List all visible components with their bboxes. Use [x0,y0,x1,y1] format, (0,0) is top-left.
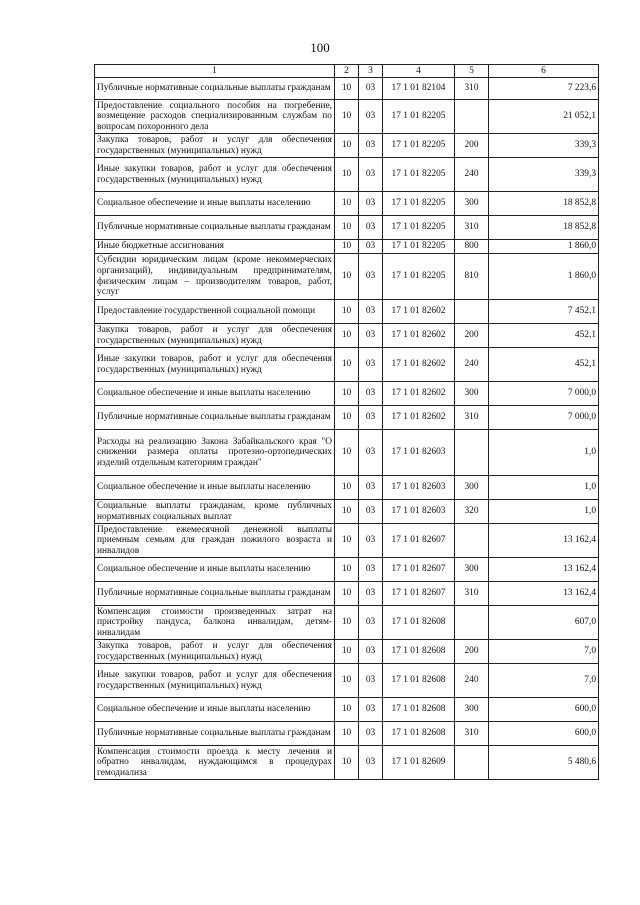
row-target-article-cell: 17 1 01 82205 [383,216,455,240]
row-expense-type-cell: 310 [455,78,489,100]
row-section-cell: 10 [335,78,359,100]
row-name-cell: Закупка товаров, работ и услуг для обеспечения государственных (муниципальных) нужд [95,640,335,664]
row-amount-cell: 7 223,6 [489,78,599,100]
table-row [95,476,599,500]
row-expense-type-cell [455,430,489,476]
row-subsection-cell: 03 [359,192,383,216]
row-name-cell: Социальное обеспечение и иные выплаты населению [95,558,335,582]
row-name-cell: Предоставление государственной социальной помощи [95,300,335,324]
row-target-article-cell: 17 1 01 82607 [383,582,455,606]
row-target-article-cell: 17 1 01 82608 [383,664,455,698]
table-row [95,640,599,664]
table-row [95,324,599,348]
row-section-cell: 10 [335,640,359,664]
row-subsection-cell: 03 [359,382,383,406]
table-row [95,240,599,254]
row-subsection-cell: 03 [359,640,383,664]
row-subsection-cell: 03 [359,558,383,582]
row-name-cell: Социальное обеспечение и иные выплаты населению [95,382,335,406]
row-section-cell: 10 [335,100,359,134]
row-section-cell: 10 [335,606,359,640]
table-row [95,192,599,216]
row-target-article-cell: 17 1 01 82602 [383,300,455,324]
row-amount-cell: 21 052,1 [489,100,599,134]
row-target-article-cell: 17 1 01 82603 [383,476,455,500]
row-subsection-cell: 03 [359,240,383,254]
row-section-cell: 10 [335,558,359,582]
table-row [95,382,599,406]
row-target-article-cell: 17 1 01 82603 [383,500,455,524]
row-expense-type-cell: 800 [455,240,489,254]
row-subsection-cell: 03 [359,78,383,100]
table-row [95,664,599,698]
row-target-article-cell: 17 1 01 82602 [383,348,455,382]
row-subsection-cell: 03 [359,348,383,382]
row-name-cell: Публичные нормативные социальные выплаты гражданам [95,216,335,240]
row-name-cell: Социальное обеспечение и иные выплаты населению [95,476,335,500]
table-row [95,606,599,640]
row-name-cell: Субсидии юридическим лицам (кроме некоммерческих организаций), индивидуальным предпринимателям, физическим лицам – производителям товаров, работ, услуг [95,254,335,300]
table-row [95,348,599,382]
row-subsection-cell: 03 [359,698,383,722]
row-subsection-cell: 03 [359,158,383,192]
row-subsection-cell: 03 [359,582,383,606]
row-target-article-cell: 17 1 01 82205 [383,100,455,134]
row-subsection-cell: 03 [359,300,383,324]
row-subsection-cell: 03 [359,500,383,524]
row-amount-cell: 1 860,0 [489,254,599,300]
row-target-article-cell: 17 1 01 82608 [383,698,455,722]
row-amount-cell: 13 162,4 [489,524,599,558]
row-section-cell: 10 [335,216,359,240]
row-expense-type-cell: 240 [455,158,489,192]
row-amount-cell: 7,0 [489,664,599,698]
row-expense-type-cell: 200 [455,640,489,664]
row-subsection-cell: 03 [359,664,383,698]
table-row [95,698,599,722]
budget-table [94,64,599,780]
row-amount-cell: 600,0 [489,722,599,746]
row-expense-type-cell: 200 [455,134,489,158]
row-name-cell: Публичные нормативные социальные выплаты гражданам [95,582,335,606]
row-subsection-cell: 03 [359,606,383,640]
row-name-cell: Публичные нормативные социальные выплаты гражданам [95,722,335,746]
row-amount-cell: 7 000,0 [489,406,599,430]
row-amount-cell: 339,3 [489,134,599,158]
table-body [95,65,599,780]
row-target-article-cell: 17 1 01 82205 [383,134,455,158]
row-target-article-cell: 17 1 01 82607 [383,524,455,558]
page-number: 100 [310,40,330,55]
row-name-cell: Компенсация стоимости произведенных затрат на пристройку пандуса, балкона инвалидам, детям-инвалидам [95,606,335,640]
row-expense-type-cell [455,606,489,640]
row-expense-type-cell: 320 [455,500,489,524]
row-section-cell: 10 [335,664,359,698]
row-subsection-cell: 03 [359,476,383,500]
table-row [95,406,599,430]
row-amount-cell: 7 452,1 [489,300,599,324]
row-name-cell: Закупка товаров, работ и услуг для обеспечения государственных (муниципальных) нужд [95,324,335,348]
row-subsection-cell: 03 [359,746,383,780]
row-expense-type-cell: 240 [455,664,489,698]
row-subsection-cell: 03 [359,324,383,348]
row-target-article-cell: 17 1 01 82602 [383,406,455,430]
row-section-cell: 10 [335,324,359,348]
row-name-cell: Предоставление ежемесячной денежной выплаты приемным семьям для граждан пожилого возраста и инвалидов [95,524,335,558]
row-expense-type-cell: 300 [455,192,489,216]
row-amount-cell: 5 480,6 [489,746,599,780]
row-name-cell: Социальные выплаты гражданам, кроме публичных нормативных социальных выплат [95,500,335,524]
row-subsection-cell: 03 [359,254,383,300]
row-subsection-cell: 03 [359,722,383,746]
row-target-article-cell: 17 1 01 82609 [383,746,455,780]
row-amount-cell: 339,3 [489,158,599,192]
row-section-cell: 10 [335,134,359,158]
row-target-article-cell: 17 1 01 82205 [383,192,455,216]
row-expense-type-cell: 810 [455,254,489,300]
row-section-cell: 10 [335,348,359,382]
row-section-cell: 10 [335,382,359,406]
row-amount-cell: 1 860,0 [489,240,599,254]
header-col-4: 4 [383,65,455,78]
row-target-article-cell: 17 1 01 82602 [383,324,455,348]
row-name-cell: Закупка товаров, работ и услуг для обеспечения государственных (муниципальных) нужд [95,134,335,158]
table-row [95,158,599,192]
row-target-article-cell: 17 1 01 82205 [383,254,455,300]
row-section-cell: 10 [335,500,359,524]
row-target-article-cell: 17 1 01 82104 [383,78,455,100]
row-subsection-cell: 03 [359,134,383,158]
table-row [95,582,599,606]
row-target-article-cell: 17 1 01 82608 [383,640,455,664]
header-col-5: 5 [455,65,489,78]
row-expense-type-cell: 310 [455,582,489,606]
row-expense-type-cell [455,100,489,134]
row-name-cell: Иные закупки товаров, работ и услуг для обеспечения государственных (муниципальных) нужд [95,158,335,192]
row-target-article-cell: 17 1 01 82603 [383,430,455,476]
table-row [95,78,599,100]
row-section-cell: 10 [335,192,359,216]
row-section-cell: 10 [335,476,359,500]
row-target-article-cell: 17 1 01 82607 [383,558,455,582]
row-amount-cell: 1,0 [489,500,599,524]
row-expense-type-cell [455,524,489,558]
row-amount-cell: 600,0 [489,698,599,722]
table-row [95,746,599,780]
row-target-article-cell: 17 1 01 82205 [383,240,455,254]
row-amount-cell: 13 162,4 [489,558,599,582]
row-expense-type-cell: 310 [455,406,489,430]
row-section-cell: 10 [335,698,359,722]
row-amount-cell: 13 162,4 [489,582,599,606]
row-section-cell: 10 [335,240,359,254]
row-amount-cell: 7 000,0 [489,382,599,406]
row-amount-cell: 18 852,8 [489,216,599,240]
table-row [95,558,599,582]
row-name-cell: Иные бюджетные ассигнования [95,240,335,254]
row-amount-cell: 1,0 [489,476,599,500]
row-expense-type-cell [455,300,489,324]
header-col-6: 6 [489,65,599,78]
row-subsection-cell: 03 [359,100,383,134]
row-name-cell: Публичные нормативные социальные выплаты гражданам [95,406,335,430]
row-amount-cell: 452,1 [489,348,599,382]
row-expense-type-cell: 200 [455,324,489,348]
row-expense-type-cell [455,746,489,780]
row-name-cell: Предоставление социального пособия на погребение, возмещение расходов специализированным службам по вопросам похоронного дела [95,100,335,134]
row-expense-type-cell: 300 [455,382,489,406]
row-subsection-cell: 03 [359,406,383,430]
row-expense-type-cell: 240 [455,348,489,382]
row-section-cell: 10 [335,254,359,300]
row-subsection-cell: 03 [359,524,383,558]
row-amount-cell: 18 852,8 [489,192,599,216]
row-expense-type-cell: 300 [455,558,489,582]
row-section-cell: 10 [335,722,359,746]
row-name-cell: Социальное обеспечение и иные выплаты населению [95,698,335,722]
table-row [95,500,599,524]
row-section-cell: 10 [335,582,359,606]
row-name-cell: Расходы на реализацию Закона Забайкальского края "О снижении размера оплаты протезно-ортопедических изделий отдельным категориям граждан" [95,430,335,476]
row-name-cell: Компенсация стоимости проезда к месту лечения и обратно инвалидам, нуждающимся в процедурах гемодиализа [95,746,335,780]
row-name-cell: Публичные нормативные социальные выплаты гражданам [95,78,335,100]
row-target-article-cell: 17 1 01 82205 [383,158,455,192]
row-section-cell: 10 [335,430,359,476]
row-target-article-cell: 17 1 01 82608 [383,606,455,640]
table-row [95,216,599,240]
header-col-1: 1 [95,65,335,78]
row-amount-cell: 1,0 [489,430,599,476]
row-name-cell: Иные закупки товаров, работ и услуг для обеспечения государственных (муниципальных) нужд [95,664,335,698]
row-name-cell: Социальное обеспечение и иные выплаты населению [95,192,335,216]
row-target-article-cell: 17 1 01 82608 [383,722,455,746]
row-section-cell: 10 [335,524,359,558]
row-section-cell: 10 [335,746,359,780]
row-section-cell: 10 [335,300,359,324]
row-section-cell: 10 [335,406,359,430]
table-row [95,722,599,746]
row-section-cell: 10 [335,158,359,192]
table-row [95,300,599,324]
row-target-article-cell: 17 1 01 82602 [383,382,455,406]
row-expense-type-cell: 310 [455,722,489,746]
table-row [95,134,599,158]
row-amount-cell: 452,1 [489,324,599,348]
row-expense-type-cell: 300 [455,698,489,722]
row-subsection-cell: 03 [359,430,383,476]
header-col-3: 3 [359,65,383,78]
row-name-cell: Иные закупки товаров, работ и услуг для обеспечения государственных (муниципальных) нужд [95,348,335,382]
table-row [95,524,599,558]
row-amount-cell: 7,0 [489,640,599,664]
header-col-2: 2 [335,65,359,78]
row-subsection-cell: 03 [359,216,383,240]
header-row [95,65,599,78]
row-amount-cell: 607,0 [489,606,599,640]
row-expense-type-cell: 300 [455,476,489,500]
row-expense-type-cell: 310 [455,216,489,240]
table-row [95,430,599,476]
table-row [95,100,599,134]
table-row [95,254,599,300]
